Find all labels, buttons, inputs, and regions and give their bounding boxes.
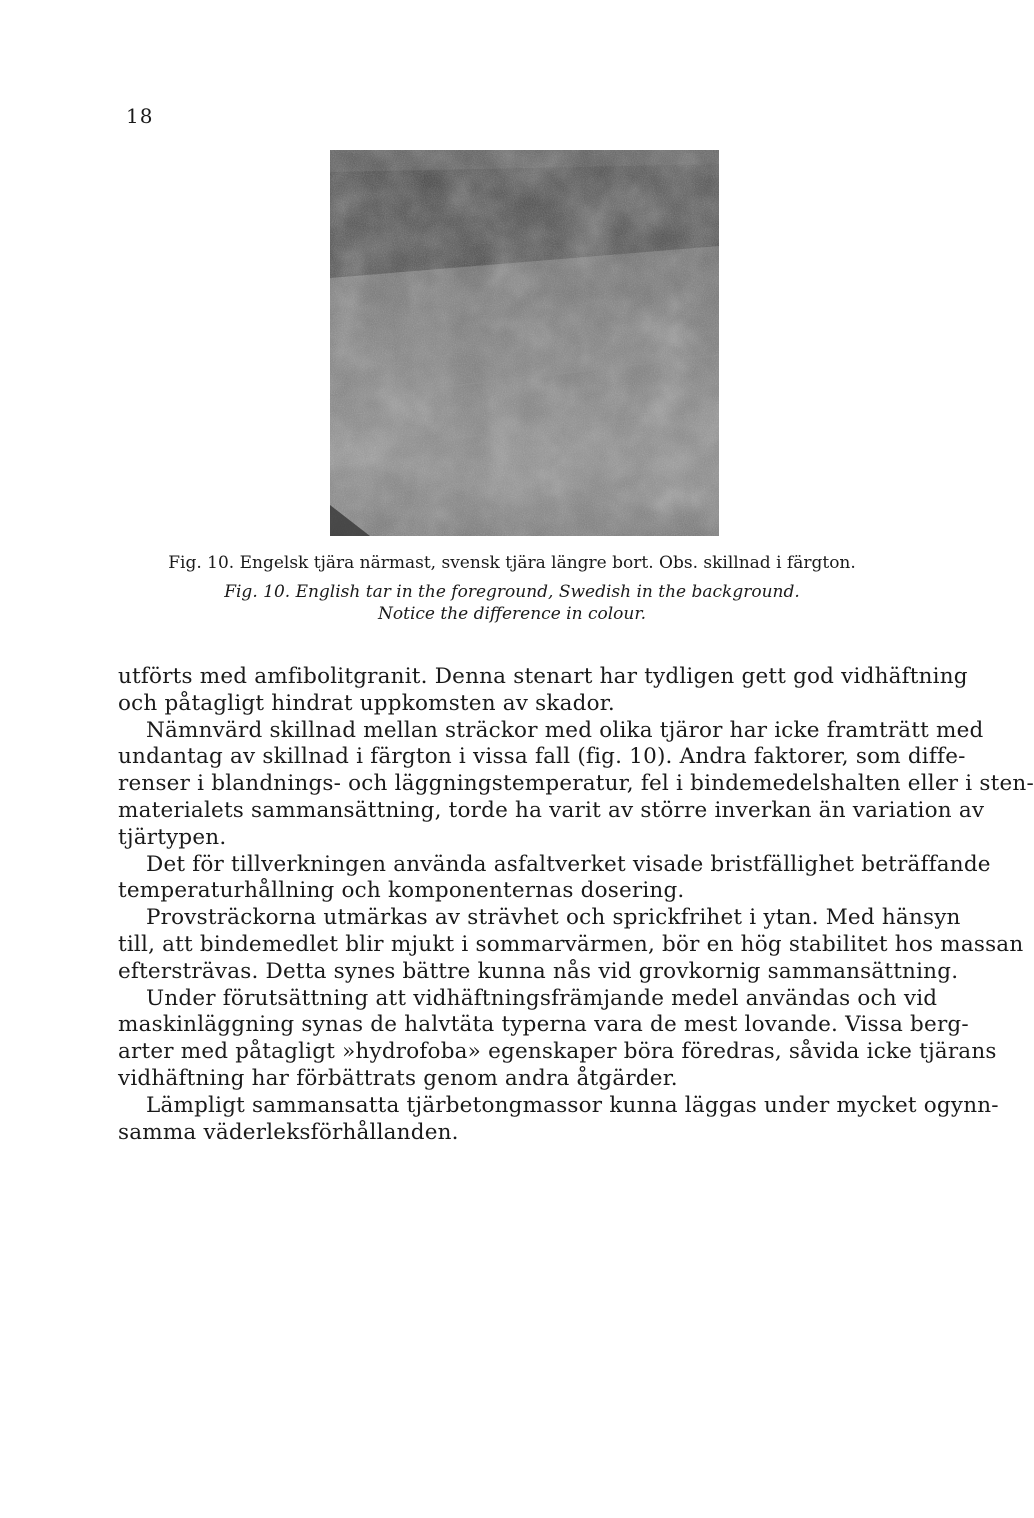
body-line: undantag av skillnad i färgton i vissa fall (fig. 10). Andra faktorer, som diffe- bbox=[118, 744, 966, 770]
body-line: samma väderleksförhållanden. bbox=[118, 1119, 459, 1145]
body-line: materialets sammansättning, torde ha varit av större inverkan än variation av bbox=[118, 797, 985, 823]
body-line: arter med påtagligt »hydrofoba» egenskaper böra föredras, såvida icke tjärans bbox=[118, 1039, 997, 1065]
body-line: renser i blandnings- och läggningstemperatur, fel i bindemedelshalten eller i sten- bbox=[118, 771, 1034, 797]
body-line: maskinläggning synas de halvtäta typerna vara de mest lovande. Vissa berg- bbox=[118, 1012, 969, 1038]
figure-caption-english-line-2: Notice the difference in colour. bbox=[378, 604, 646, 624]
body-line: temperaturhållning och komponenternas dosering. bbox=[118, 878, 685, 904]
body-line: vidhäftning har förbättrats genom andra åtgärder. bbox=[118, 1065, 678, 1091]
body-line: Under förutsättning att vidhäftningsfrämjande medel användas och vid bbox=[146, 985, 938, 1011]
figure-caption-swedish: Fig. 10. Engelsk tjära närmast, svensk tjära längre bort. Obs. skillnad i färgton. bbox=[168, 553, 856, 573]
body-line: Nämnvärd skillnad mellan sträckor med olika tjäror har icke framträtt med bbox=[146, 717, 984, 743]
figure-photo-road-surface bbox=[330, 150, 719, 536]
body-line: och påtagligt hindrat uppkomsten av skador. bbox=[118, 690, 615, 716]
body-line: utförts med amfibolitgranit. Denna stenart har tydligen gett god vidhäftning bbox=[118, 664, 968, 689]
page-number: 18 bbox=[126, 104, 154, 128]
figure-caption-english-line-1: Fig. 10. English tar in the foreground, Swedish in the background. bbox=[224, 582, 800, 602]
body-line: till, att bindemedlet blir mjukt i sommarvärmen, bör en hög stabilitet hos massan bbox=[118, 931, 1024, 957]
road-surface-photo bbox=[330, 150, 719, 536]
body-line: Lämpligt sammansatta tjärbetongmassor kunna läggas under mycket ogynn- bbox=[146, 1092, 999, 1118]
body-line: eftersträvas. Detta synes bättre kunna nås vid grovkornig sammansättning. bbox=[118, 958, 959, 984]
body-line: Provsträckorna utmärkas av strävhet och sprickfrihet i ytan. Med hänsyn bbox=[146, 905, 961, 931]
body-line: tjärtypen. bbox=[118, 824, 227, 850]
body-text bbox=[118, 664, 1034, 1146]
body-line: Det för tillverkningen använda asfaltverket visade bristfällighet beträffande bbox=[146, 851, 991, 877]
